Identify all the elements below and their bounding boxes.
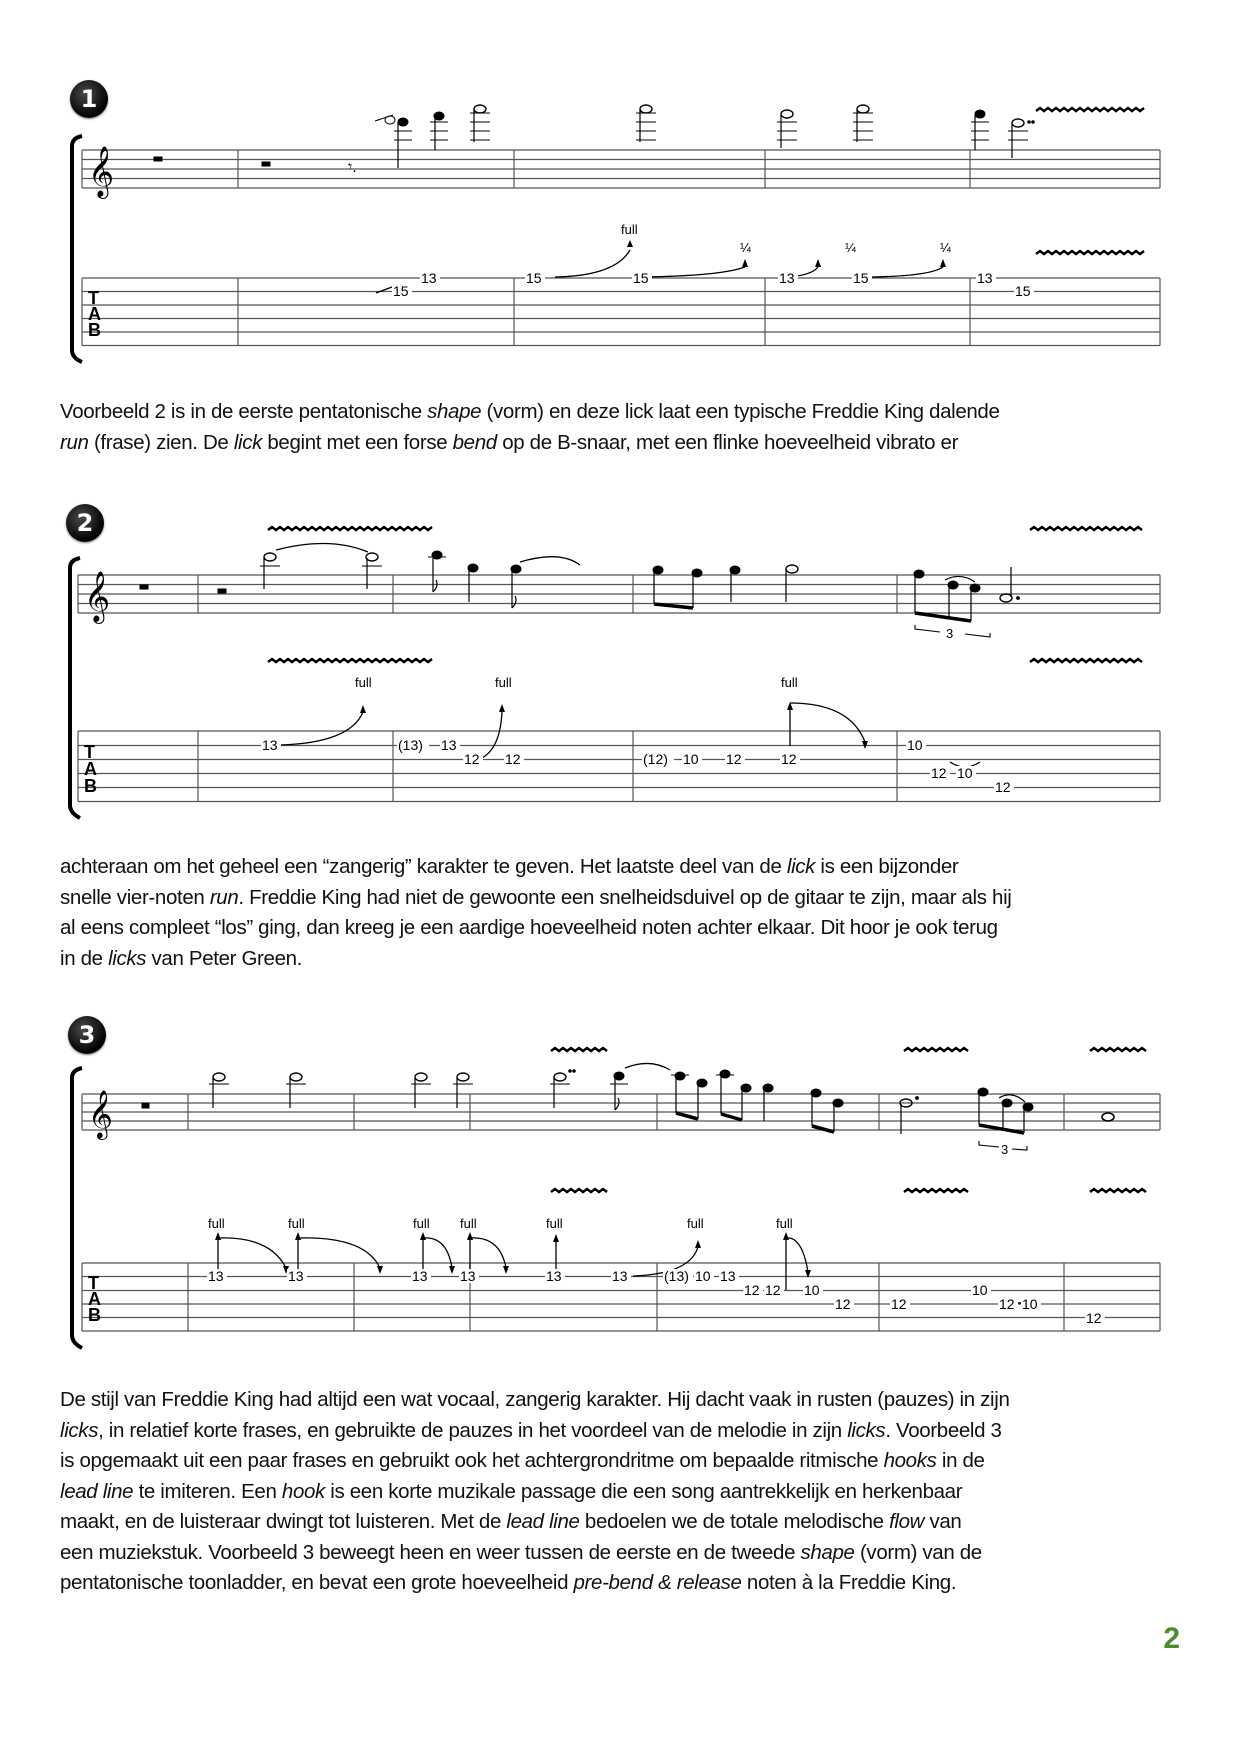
svg-text:12: 12 [464, 751, 480, 767]
text-run: van [924, 1510, 962, 1533]
svg-text:T: T [88, 1273, 99, 1293]
text-run: begint met een forse [262, 430, 453, 454]
paragraph-line [60, 1416, 1190, 1447]
svg-text:10: 10 [972, 1282, 988, 1298]
svg-text:full: full [288, 1216, 305, 1231]
svg-text:(13): (13) [664, 1268, 689, 1284]
svg-text:13: 13 [441, 737, 457, 753]
italic-term: pre-bend & release [573, 1571, 742, 1594]
svg-text:13: 13 [546, 1268, 562, 1284]
text-run: . Freddie King had niet de gewoonte een snelheidsduivel op de gitaar te zijn, maar als hij [238, 885, 1012, 909]
svg-text:T: T [88, 288, 99, 308]
vibrato-line [1030, 659, 1142, 662]
text-run: een muziekstuk. Voorbeeld 3 beweegt heen en weer tussen de eerste en de tweede [60, 1540, 801, 1564]
svg-text:full: full [776, 1216, 793, 1231]
text-run: achteraan om het geheel een “zangerig” karakter te geven. Het laatste deel van de [60, 855, 787, 878]
tab-clef [88, 288, 101, 340]
paragraph-line [60, 944, 1190, 975]
svg-text:A: A [88, 1289, 101, 1309]
text-run: noten à la Freddie King. [741, 1571, 957, 1594]
italic-term: run [60, 430, 89, 454]
svg-text:12: 12 [744, 1282, 760, 1298]
svg-text:¼: ¼ [845, 240, 856, 255]
svg-text:10: 10 [695, 1268, 711, 1284]
paragraph-line [60, 1477, 1190, 1508]
italic-term: licks [847, 1418, 886, 1442]
text-run: maakt, en de luisteraar dwingt tot luisteren. Met de [60, 1510, 507, 1533]
italic-term: lead line [506, 1510, 580, 1533]
svg-text:10: 10 [957, 765, 973, 781]
triplet-number: 3 [1001, 1142, 1009, 1157]
paragraph-line [60, 397, 1190, 428]
svg-text:full: full [781, 675, 798, 690]
text-run: (vorm) van de [854, 1540, 982, 1564]
svg-text:(13): (13) [398, 737, 423, 753]
svg-text:10: 10 [1022, 1296, 1038, 1312]
notes [142, 1063, 1114, 1134]
text-run: in de [936, 1449, 985, 1472]
tab-numbers [392, 270, 1034, 299]
vibrato-line [904, 1048, 968, 1051]
italic-term: shape [800, 1540, 855, 1564]
text-run: op de B-snaar, met een flinke hoeveelheid vibrato er [496, 430, 959, 454]
svg-text:full: full [460, 1216, 477, 1231]
vibrato-line [268, 659, 432, 662]
example-number-badge: 1 [70, 80, 108, 118]
paragraph-line [60, 1385, 1190, 1416]
text-run: al eens compleet “los” ging, dan kreeg je een aardige hoeveelheid noten achter elkaar. Dit hoor je ook terug [60, 916, 998, 939]
svg-text:10: 10 [907, 737, 923, 753]
notation-example-3 [0, 1010, 1240, 1360]
italic-term: lick [786, 855, 816, 878]
notation-example-1 [0, 80, 1240, 370]
text-run: (frase) zien. De [88, 430, 234, 454]
svg-text:¼: ¼ [940, 240, 951, 255]
svg-text:15: 15 [1015, 283, 1031, 299]
svg-text:10: 10 [804, 1282, 820, 1298]
vibrato-line [1090, 1189, 1146, 1192]
svg-text:15: 15 [393, 283, 409, 299]
italic-term: lick [233, 430, 263, 454]
svg-text:B: B [88, 1305, 101, 1325]
paragraph-line [60, 852, 1190, 883]
svg-text:12: 12 [765, 1282, 781, 1298]
paragraph-3 [60, 1385, 1190, 1599]
triplet-number: 3 [946, 626, 954, 641]
italic-term: licks [60, 1418, 99, 1442]
vibrato-line [268, 527, 432, 530]
svg-text:12: 12 [781, 751, 797, 767]
svg-text:12: 12 [1086, 1310, 1102, 1326]
text-run: van Peter Green. [146, 946, 303, 970]
italic-term: hooks [883, 1449, 937, 1472]
text-run: in de [60, 946, 109, 970]
paragraph-line [60, 1568, 1190, 1599]
italic-term: flow [889, 1510, 925, 1533]
svg-text:15: 15 [526, 270, 542, 286]
page-number: 2 [1163, 1622, 1180, 1655]
svg-text:full: full [208, 1216, 225, 1231]
notes [154, 105, 1034, 176]
svg-text:13: 13 [412, 1268, 428, 1284]
svg-text:13: 13 [262, 737, 278, 753]
paragraph-line [60, 883, 1190, 914]
vibrato-line [904, 1189, 968, 1192]
svg-text:12: 12 [726, 751, 742, 767]
vibrato-line [551, 1189, 607, 1192]
bend-labels [355, 675, 798, 690]
vibrato-line [1030, 527, 1142, 530]
svg-text:12: 12 [835, 1296, 851, 1312]
svg-text:T: T [84, 742, 95, 762]
svg-text:full: full [355, 675, 372, 690]
svg-text:12: 12 [995, 779, 1011, 795]
paragraph-2 [60, 852, 1190, 974]
text-run: Voorbeeld 2 is in de eerste pentatonische [60, 400, 428, 423]
svg-text:12: 12 [931, 765, 947, 781]
example-3 [0, 1010, 1240, 1360]
svg-text:B: B [88, 320, 101, 340]
tab-staff [82, 278, 1160, 346]
system-bracket [72, 136, 82, 362]
example-1 [0, 80, 1240, 370]
bend-labels [208, 1216, 793, 1231]
svg-text:15: 15 [853, 270, 869, 286]
svg-text:full: full [495, 675, 512, 690]
treble-clef-icon: 𝄞 [88, 147, 115, 196]
svg-text:full: full [546, 1216, 563, 1231]
svg-text:13: 13 [977, 270, 993, 286]
example-number-badge: 2 [66, 504, 104, 542]
paragraph-line [60, 1507, 1190, 1538]
svg-text:A: A [88, 304, 101, 324]
svg-text:12: 12 [999, 1296, 1015, 1312]
vibrato-line [551, 1048, 607, 1051]
italic-term: bend [452, 430, 497, 454]
example-number-badge: 3 [68, 1016, 106, 1054]
paragraph-line [60, 1538, 1190, 1569]
bend-labels [621, 222, 951, 255]
paragraph-line [60, 428, 1190, 459]
svg-text:𝄾.: 𝄾. [348, 159, 357, 176]
bend-arrows [360, 702, 868, 749]
text-run: te imiteren. Een [133, 1479, 282, 1503]
svg-text:13: 13 [612, 1268, 628, 1284]
svg-text:full: full [687, 1216, 704, 1231]
treble-clef-icon: 𝄞 [84, 572, 111, 621]
italic-term: licks [108, 946, 147, 970]
paragraph-1 [60, 397, 1190, 458]
standard-staff [82, 1094, 1160, 1130]
text-run: (vorm) en deze lick laat een typische Freddie King dalende [481, 400, 1000, 423]
svg-text:12: 12 [891, 1296, 907, 1312]
italic-term: run [209, 885, 239, 909]
svg-text:13: 13 [208, 1268, 224, 1284]
text-run: snelle vier-noten [60, 885, 210, 909]
svg-text:13: 13 [720, 1268, 736, 1284]
paragraph-line [60, 1446, 1190, 1477]
italic-term: hook [281, 1479, 325, 1503]
text-run: De stijl van Freddie King had altijd een wat vocaal, zangerig karakter. Hij dacht vaak in rusten (pauzes) in zijn [60, 1388, 1010, 1411]
svg-text:12: 12 [505, 751, 521, 767]
svg-text:B: B [84, 776, 97, 796]
bend-arrows [627, 240, 946, 267]
svg-text:(12): (12) [643, 751, 668, 767]
svg-text:¼: ¼ [740, 240, 751, 255]
italic-term: shape [427, 400, 482, 423]
tab-clef [88, 1273, 101, 1325]
text-run: pentatonische toonladder, en bevat een grote hoeveelheid [60, 1571, 574, 1594]
text-run: is een korte muzikale passage die een song aantrekkelijk en herkenbaar [324, 1479, 963, 1503]
vibrato-line [1090, 1048, 1146, 1051]
svg-text:10: 10 [683, 751, 699, 767]
svg-text:full: full [413, 1216, 430, 1231]
text-run: , in relatief korte frases, en gebruikte de pauzes in het voordeel van de melodie in zijn [98, 1418, 848, 1442]
svg-text:15: 15 [633, 270, 649, 286]
svg-text:full: full [621, 222, 638, 237]
text-run: is een bijzonder [815, 855, 959, 878]
system-bracket [72, 1068, 82, 1348]
text-run: is opgemaakt uit een paar frases en gebruikt ook het achtergrondritme om bepaalde ritmische [60, 1449, 884, 1472]
example-2 [0, 500, 1240, 830]
vibrato-line [1036, 108, 1144, 111]
text-run: bedoelen we de totale melodische [579, 1510, 890, 1533]
standard-staff [78, 575, 1160, 613]
vibrato-line [1036, 251, 1144, 254]
svg-text:A: A [84, 759, 97, 779]
italic-term: lead line [60, 1479, 134, 1503]
treble-clef-icon: 𝄞 [88, 1090, 113, 1137]
notation-example-2 [0, 500, 1240, 830]
text-run: . Voorbeeld 3 [885, 1418, 1002, 1442]
notes [140, 543, 1019, 621]
bends [280, 703, 980, 767]
svg-text:13: 13 [460, 1268, 476, 1284]
svg-text:13: 13 [779, 270, 795, 286]
tab-clef [84, 742, 97, 796]
paragraph-line [60, 913, 1190, 944]
svg-text:13: 13 [288, 1268, 304, 1284]
svg-text:13: 13 [421, 270, 437, 286]
standard-staff [82, 150, 1160, 188]
